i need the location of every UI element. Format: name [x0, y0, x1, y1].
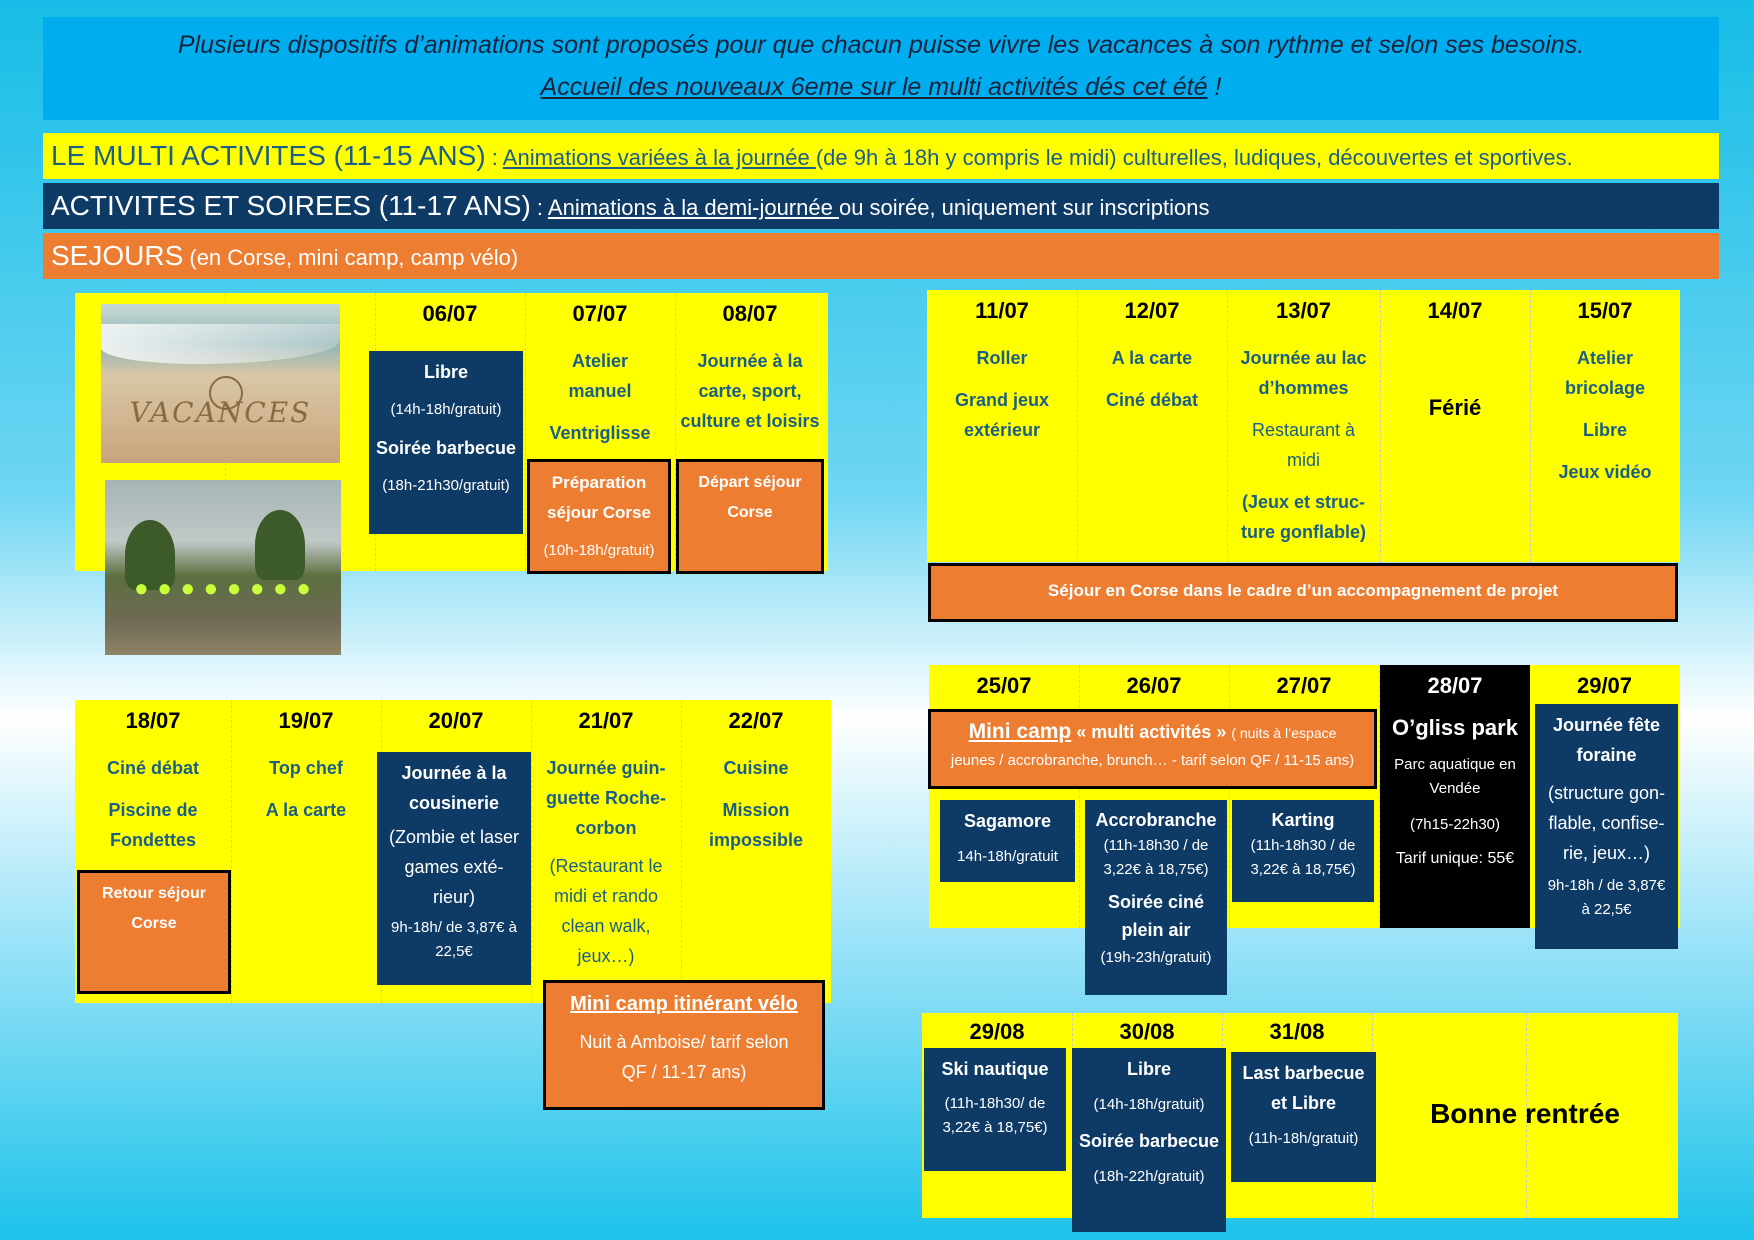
- card-ogliss-park: 28/07 O’gliss park Parc aquatique en Vendée (7h15-22h30) Tarif unique: 55€: [1380, 665, 1530, 928]
- sand-writing: VACANCES: [129, 396, 312, 429]
- col-divider: [231, 700, 232, 1003]
- date-06-07: 06/07: [422, 301, 478, 326]
- card-libre-soiree-barbecue: Libre (14h-18h/gratuit) Soirée barbecue (18h-22h/gratuit): [1072, 1048, 1226, 1232]
- beach-vacances-photo: [101, 304, 340, 463]
- col-divider: [1229, 665, 1230, 928]
- date-29-08: 29/08: [969, 1019, 1025, 1044]
- card-depart-sejour-corse: Départ séjour Corse: [676, 459, 824, 574]
- wave-foam: [101, 324, 340, 364]
- date-08-07: 08/07: [722, 301, 778, 326]
- col-divider: [1077, 290, 1078, 562]
- band-multi-activites: LE MULTI ACTIVITES (11-15 ANS) : Animations variées à la journée (de 9h à 18h y compris le midi) culturelles, ludiques, découvertes et sportives.: [43, 133, 1719, 179]
- date-20-07: 20/07: [428, 708, 484, 733]
- col-divider: [1380, 290, 1381, 562]
- band-activites-soirees: ACTIVITES ET SOIREES (11-17 ANS) : Animations à la demi-journée ou soirée, uniquement sur inscriptions: [43, 183, 1719, 229]
- card-karting: Karting (11h-18h30 / de 3,22€ à 18,75€): [1232, 800, 1374, 902]
- date-11-07: 11/07: [975, 298, 1029, 323]
- cyclists-in-vests: ● ● ● ● ● ● ● ●: [134, 575, 312, 602]
- card-mini-camp-velo: Mini camp itinérant vélo Nuit à Amboise/ tarif selon QF / 11-17 ans): [543, 980, 825, 1110]
- activity-journee-a-la-carte: Journée à la carte, sport, culture et loisirs: [680, 351, 820, 431]
- date-26-07: 26/07: [1126, 673, 1182, 698]
- date-14-07: 14/07: [1427, 298, 1483, 323]
- date-28-07: 28/07: [1427, 673, 1483, 698]
- col-divider: [1079, 665, 1080, 928]
- activity-roller: Roller Grand jeux extérieur: [954, 348, 1050, 440]
- activity-cuisine: Cuisine Mission impossible: [708, 758, 804, 850]
- card-journee-cousinerie: Journée à la cousinerie (Zombie et laser games exté- rieur) 9h-18h/ de 3,87€ à 22,5€: [377, 752, 531, 985]
- date-12-07: 12/07: [1124, 298, 1180, 323]
- card-retour-sejour-corse: Retour séjour Corse: [77, 870, 231, 994]
- band-sejours: SEJOURS (en Corse, mini camp, camp vélo): [43, 233, 1719, 279]
- date-30-08: 30/08: [1119, 1019, 1175, 1044]
- date-21-07: 21/07: [578, 708, 634, 733]
- bike-group-photo: [105, 480, 341, 655]
- date-29-07: 29/07: [1576, 673, 1633, 698]
- intro-line-2: Accueil des nouveaux 6eme sur le multi activités dés cet été !: [540, 73, 1222, 101]
- activity-atelier-manuel: Atelier manuel Ventriglisse: [549, 351, 651, 443]
- card-accrobranche: Accrobranche (11h-18h30 / de 3,22€ à 18,75€) Soirée ciné plein air (19h-23h/gratuit): [1085, 800, 1227, 995]
- card-sejour-corse: Séjour en Corse dans le cadre d’un accompagnement de projet: [928, 563, 1678, 622]
- date-13-07: 13/07: [1275, 298, 1332, 323]
- intro-banner: [43, 17, 1719, 120]
- date-25-07: 25/07: [976, 673, 1032, 698]
- bonne-rentree: Bonne rentrée: [1430, 1098, 1620, 1129]
- card-preparation-sejour-corse: Préparation séjour Corse (10h-18h/gratuit): [527, 459, 671, 574]
- card-last-barbecue: Last barbecue et Libre (11h-18h/gratuit): [1231, 1052, 1376, 1182]
- card-mini-camp-multi-activites: Mini camp « multi activités » ( nuits à l’espace jeunes / accrobranche, brunch… - tarif selon QF / 11-15 ans): [928, 709, 1377, 789]
- date-07-07: 07/07: [572, 301, 628, 326]
- activity-top-chef: Top chef A la carte: [265, 758, 347, 820]
- tree: [255, 510, 305, 580]
- intro-line-1: Plusieurs dispositifs d’animations sont proposés pour que chacun puisse vivre les vacances à son rythme et selon ses besoins.: [177, 31, 1585, 59]
- card-ski-nautique: Ski nautique (11h-18h30/ de 3,22€ à 18,75€): [924, 1048, 1066, 1171]
- activity-cine-debat: Ciné débat Piscine de Fondettes: [106, 758, 199, 850]
- activity-journee-au-lac: Journée au lac d’hommes Restaurant à midi (Jeux et struc- ture gonflable): [1240, 348, 1367, 542]
- date-31-08: 31/08: [1269, 1019, 1325, 1044]
- activity-guinguette: Journée guin- guette Roche- corbon (Restaurant le midi et rando clean walk, jeux…): [545, 758, 666, 966]
- week2-grid: [927, 290, 1680, 562]
- date-22-07: 22/07: [728, 708, 784, 733]
- date-27-07: 27/07: [1276, 673, 1332, 698]
- card-libre-soiree-barbecue: Libre (14h-18h/gratuit) Soirée barbecue (18h-21h30/gratuit): [369, 351, 523, 534]
- activity-atelier-bricolage: Atelier bricolage Libre Jeux vidéo: [1558, 348, 1652, 482]
- activity-ferie: Férié: [1428, 395, 1482, 420]
- card-journee-fete-foraine: Journée fête foraine (structure gon- flable, confise- rie, jeux…) 9h-18h / de 3,87€ à 22,5€: [1535, 704, 1678, 949]
- card-sagamore: Sagamore 14h-18h/gratuit: [940, 800, 1075, 882]
- activity-a-la-carte: A la carte Ciné débat: [1105, 348, 1198, 410]
- date-19-07: 19/07: [278, 708, 334, 733]
- date-15-07: 15/07: [1577, 298, 1633, 323]
- date-18-07: 18/07: [125, 708, 181, 733]
